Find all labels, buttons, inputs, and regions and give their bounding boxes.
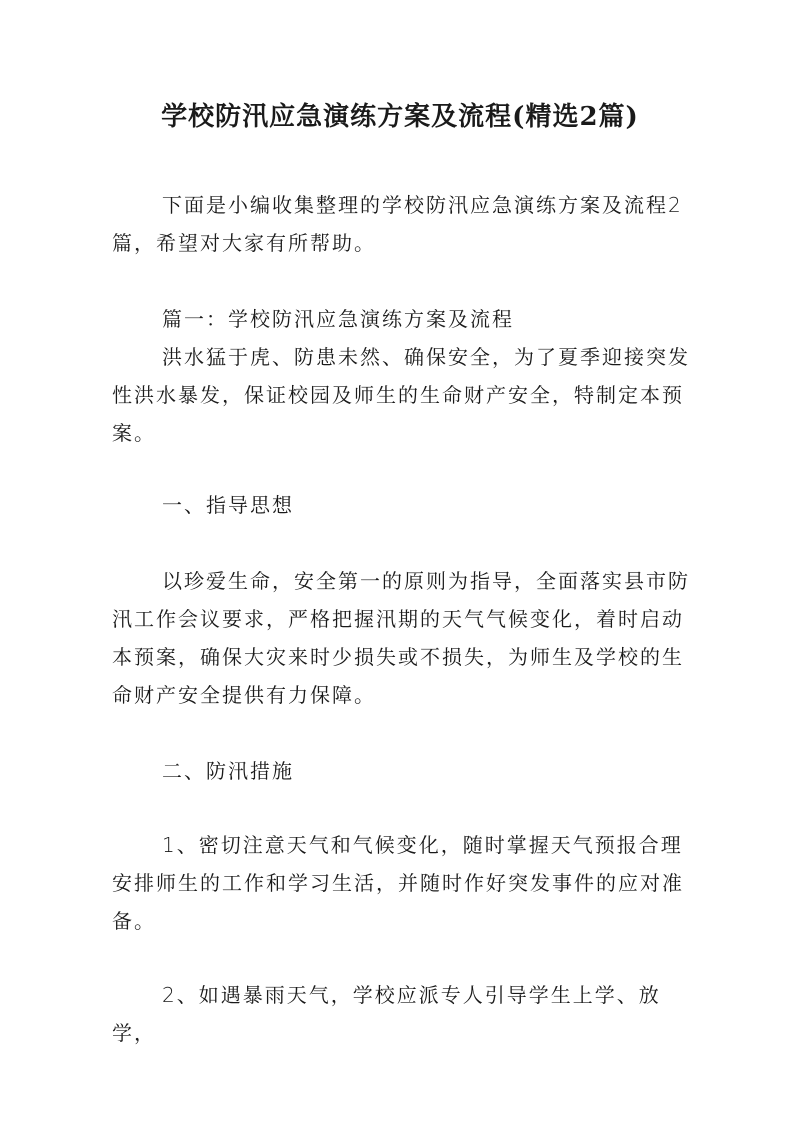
measure-2-paragraph (112, 976, 692, 1052)
intro-paragraph (112, 186, 692, 262)
section1-paragraph-text: 以珍爱生命，安全第一的原则为指导，全面落实县市防汛工作会议要求，严格把握汛期的天气气候变化，着时启动本预案，确保大灾来时少损失或不损失，为师生及学校的生命财产安全提供有力保障。 (112, 569, 690, 707)
intro-text: 下面是小编收集整理的学校防汛应急演练方案及流程2篇，希望对大家有所帮助。 (112, 193, 683, 255)
section1-paragraph (112, 562, 692, 714)
section2-heading (112, 752, 692, 790)
document-title: 学校防汛应急演练方案及流程(精选2篇) (161, 102, 639, 132)
section1-heading-text: 一、指导思想 (162, 493, 294, 517)
part1-paragraph (112, 338, 692, 452)
section2-heading-text: 二、防汛措施 (162, 759, 294, 783)
measure-1-paragraph (112, 826, 692, 940)
part1-heading (112, 300, 692, 338)
measure-1-text: 1、密切注意天气和气候变化，随时掌握天气预报合理安排师生的工作和学习生活，并随时作好突发事件的应对准备。 (112, 833, 684, 933)
part1-heading-text: 篇一：学校防汛应急演练方案及流程 (162, 307, 514, 331)
part1-paragraph-text: 洪水猛于虎、防患未然、确保安全，为了夏季迎接突发性洪水暴发，保证校园及师生的生命财产安全，特制定本预案。 (112, 345, 690, 445)
measure-2-text: 2、如遇暴雨天气，学校应派专人引导学生上学、放学， (112, 983, 661, 1045)
section1-heading (112, 486, 692, 524)
